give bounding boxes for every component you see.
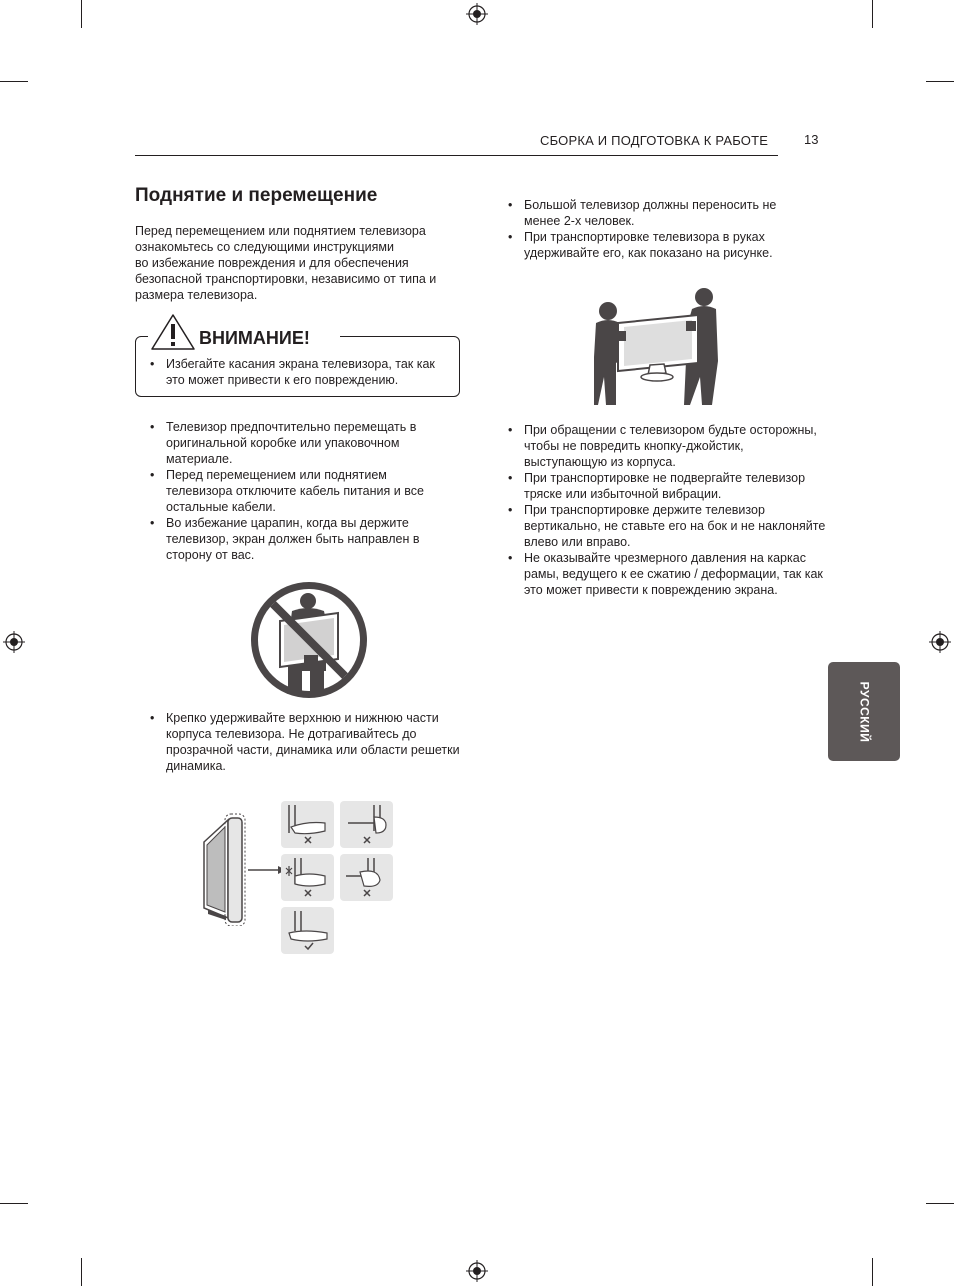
intro-line: во избежание повреждения и для обеспечения (135, 256, 409, 270)
grip-panel-wrong (281, 854, 334, 901)
crop-mark-bottom-left-v (81, 1258, 82, 1286)
list-item: • Не оказывайте чрезмерного давления на каркас рамы, ведущего к ее сжатию / деформации, так как это может привести к повреждению экрана. (508, 550, 828, 598)
intro-line: Перед перемещением или поднятием телевизора (135, 224, 426, 238)
grip-panel-wrong (281, 801, 334, 848)
intro-line: ознакомьтесь со следующими инструкциями (135, 240, 395, 254)
warning-triangle-icon (150, 313, 196, 351)
grip-list-left (150, 710, 460, 774)
transport-list-right (508, 197, 808, 261)
page-number: 13 (804, 132, 819, 147)
running-header: СБОРКА И ПОДГОТОВКА К РАБОТЕ (540, 133, 769, 148)
list-item: • Перед перемещением или поднятием телевизора отключите кабель питания и все остальные кабели. (150, 467, 450, 515)
header-divider (135, 155, 778, 156)
crop-mark-bottom-right-h (926, 1203, 954, 1204)
list-item: • Крепко удерживайте верхнюю и нижнюю части корпуса телевизора. Не дотрагивайтесь до прозрачной части, динамика или области решетки динамика. (150, 710, 460, 774)
crop-mark-top-left-h (0, 81, 28, 82)
list-item: • При транспортировке держите телевизор вертикально, не ставьте его на бок и не наклоняйте влево или вправо. (508, 502, 828, 550)
crop-mark-top-right-h (926, 81, 954, 82)
two-person-carry-illustration (594, 287, 720, 405)
warning-list (150, 356, 455, 388)
registration-mark-icon (466, 1260, 488, 1282)
warning-title: ВНИМАНИЕ! (199, 328, 310, 348)
grip-panel-correct (281, 907, 334, 954)
crop-mark-top-right-v (872, 0, 873, 28)
intro-paragraph (135, 223, 465, 303)
handling-list-left (150, 419, 450, 563)
registration-mark-icon (3, 631, 25, 653)
list-item: • При обращении с телевизором будьте осторожны, чтобы не повредить кнопку-джойстик, выступающую из корпуса. (508, 422, 828, 470)
crop-mark-bottom-right-v (872, 1258, 873, 1286)
grip-panel-wrong (340, 801, 393, 848)
prohibited-carry-illustration (250, 581, 368, 699)
grip-panel-wrong (340, 854, 393, 901)
list-item: • Телевизор предпочтительно перемещать в оригинальной коробке или упаковочном материале. (150, 419, 450, 467)
list-item: • Избегайте касания экрана телевизора, так как это может привести к его повреждению. (150, 356, 455, 388)
tv-side-illustration (198, 812, 288, 926)
registration-mark-icon (929, 631, 951, 653)
list-item: • Большой телевизор должны переносить не менее 2-х человек. (508, 197, 808, 229)
list-item: • Во избежание царапин, когда вы держите телевизор, экран должен быть направлен в сторону от вас. (150, 515, 450, 563)
crop-mark-top-left-v (81, 0, 82, 28)
registration-mark-icon (466, 3, 488, 25)
list-item: • При транспортировке не подвергайте телевизор тряске или избыточной вибрации. (508, 470, 828, 502)
section-title: Поднятие и перемещение (135, 185, 378, 206)
care-list-right (508, 422, 828, 598)
crop-mark-bottom-left-h (0, 1203, 28, 1204)
language-tab-label-wrap (828, 662, 900, 761)
intro-line: размера телевизора. (135, 288, 258, 302)
list-item: • При транспортировке телевизора в руках удерживайте его, как показано на рисунке. (508, 229, 808, 261)
language-tab-label: РУССКИЙ (857, 681, 871, 742)
intro-line: безопасной транспортировки, независимо от типа и (135, 272, 437, 286)
